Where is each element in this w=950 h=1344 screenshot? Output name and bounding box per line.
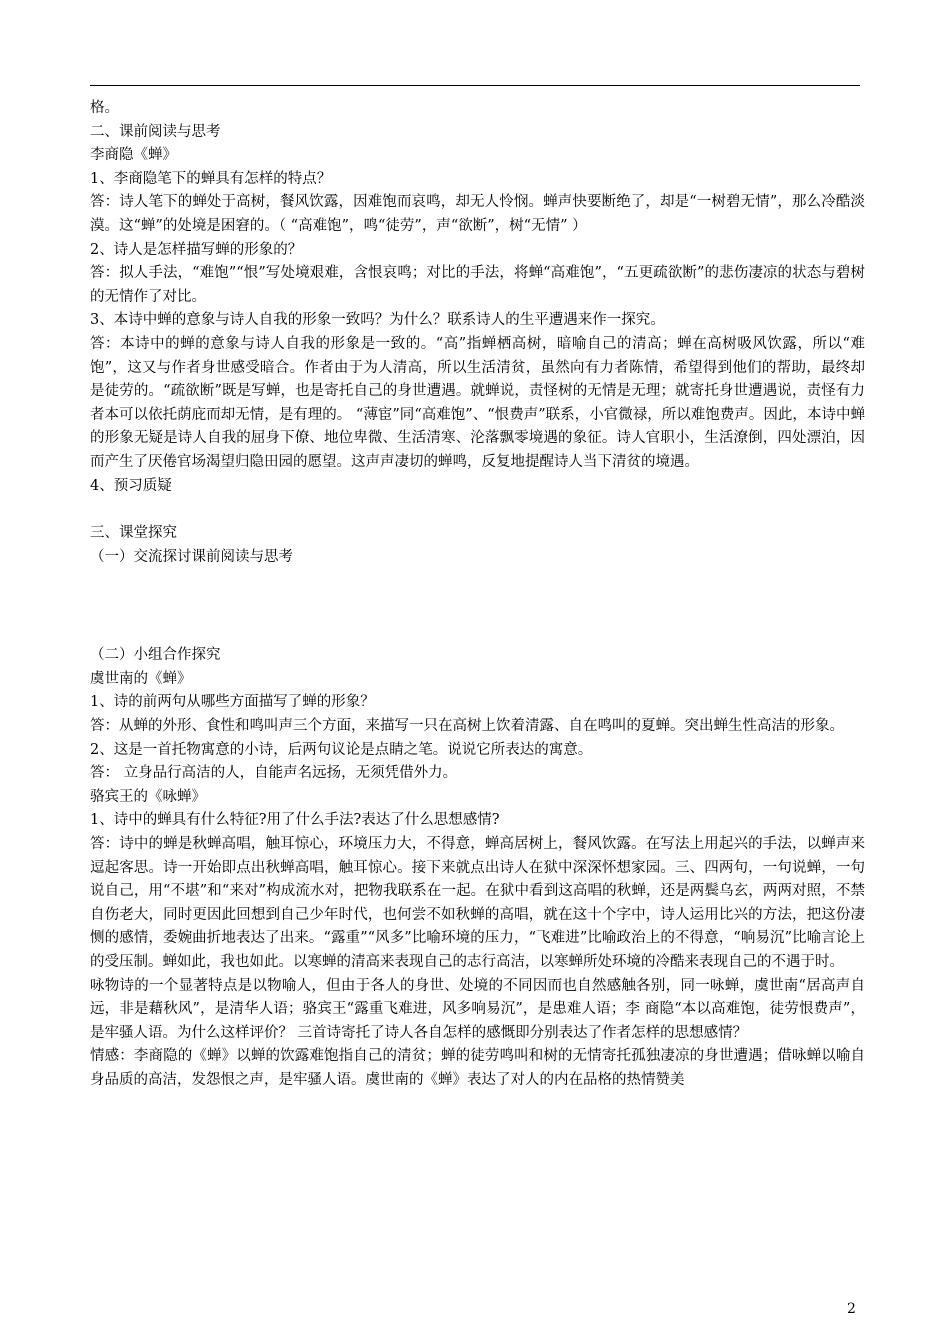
poem-title-yu-shinan: 虞世南的《蝉》	[90, 670, 192, 687]
document-body	[90, 97, 865, 1093]
question-4: 4、预习质疑	[90, 477, 172, 494]
poem-title-luo-binwang: 骆宾王的《咏蝉》	[90, 788, 206, 805]
page-number: 2	[847, 1301, 856, 1317]
question-yu-1: 1、诗的前两句从哪些方面描写了蝉的形象？	[90, 694, 375, 711]
answer-1: 答：诗人笔下的蝉处于高树，餐风饮露，因难饱而哀鸣，却无人怜悯。蝉声快要断绝了，却是“一树碧无情”，那么冷酷淡漠。这“蝉”的处境是困窘的。（ “高难饱”，鸣“徒劳”，声“欲断”，树“无情” ）	[90, 194, 865, 234]
paragraph-continuation: 格。	[90, 100, 119, 116]
section-heading-pre-reading: 二、课前阅读与思考	[90, 123, 221, 140]
subsection-heading-discussion: （一）交流探讨课前阅读与思考	[90, 548, 293, 565]
emotion-answer: 情感：李商隐的《蝉》以蝉的饮露难饱指自己的清贫；蝉的徒劳鸣叫和树的无情寄托孤独凄凉的身世遭遇；借咏蝉以喻自身品质的高洁，发怨恨之声，是牢骚人语。虞世南的《蝉》表达了对人的内在品格的热情赞美	[90, 1048, 865, 1088]
question-yu-2: 2、这是一首托物寓意的小诗，后两句议论是点睛之笔。说说它所表达的寓意。	[90, 741, 593, 758]
spacer	[90, 498, 865, 522]
question-2: 2、诗人是怎样描写蝉的形象的？	[90, 241, 303, 258]
poem-title-li-shangyin: 李商隐《蝉》	[90, 147, 177, 164]
subsection-heading-group-work: （二）小组合作探究	[90, 647, 221, 664]
answer-yu-1: 答：从蝉的外形、食性和鸣叫声三个方面，来描写一只在高树上饮着清露、自在鸣叫的夏蝉。突出蝉生性高洁的形象。	[90, 718, 844, 735]
question-1: 1、李商隐笔下的蝉具有怎样的特点？	[90, 170, 332, 187]
spacer	[90, 569, 865, 644]
answer-2: 答：拟人手法，“难饱”“恨”写处境艰难，含恨哀鸣；对比的手法，将蝉“高难饱”，“五更疏欲断”的悲伤凄凉的状态与碧树的无情作了对比。	[90, 265, 865, 305]
answer-3: 答：本诗中的蝉的意象与诗人自我的形象是一致的。“高”指蝉栖高树，暗喻自己的清高；蝉在高树吸风饮露，所以“难饱”，这又与作者身世感受暗合。作者由于为人清高，所以生活清贫，虽然向有力者陈情，希望得到他们的帮助，最终却是徒劳的。“疏欲断”既是写蝉，也是寄托自己的身世遭遇。就蝉说，责怪树的无情是无理；就寄托身世遭遇说，责怪有力者本可以依托荫庇而却无情，是有理的。 “薄宦”同“高难饱”、“恨费声”联系，小官微禄，所以难饱费声。因此，本诗中蝉的形象无疑是诗人自我的屈身下僚、地位卑微、生活清寒、沦落飘零境遇的象征。诗人官职小，生活潦倒，四处漂泊，因而产生了厌倦官场渴望归隐田园的愿望。这声声凄切的蝉鸣，反复地提醒诗人当下清贫的境遇。	[90, 335, 865, 470]
header-rule	[90, 85, 860, 86]
question-3: 3、本诗中蝉的意象与诗人自我的形象一致吗？为什么？联系诗人的生平遭遇来作一探究。	[90, 312, 665, 329]
question-luo-1: 1、诗中的蝉具有什么特征?用了什么手法?表达了什么思想感情?	[90, 812, 500, 829]
comparison-question: 咏物诗的一个显著特点是以物喻人，但由于各人的身世、处境的不同因而也自然感触各别，同一咏蝉，虞世南“居高声自远，非是藉秋风”，是清华人语；骆宾王“露重飞难进，风多响易沉”，是患难人语；李 商隐“本以高难饱，徒劳恨费声”，是牢骚人语。为什么这样评价？ 三首诗寄托了诗人各自怎样的感慨即分别表达了作者怎样的思想感情？	[90, 977, 865, 1041]
answer-luo-1: 答：诗中的蝉是秋蝉高唱，触耳惊心，环境压力大，不得意，蝉高居树上，餐风饮露。在写法上用起兴的手法，以蝉声来逗起客思。诗一开始即点出秋蝉高唱，触耳惊心。接下来就点出诗人在狱中深深怀想家园。三、四两句，一句说蝉，一句说自己，用“不堪”和“来对”构成流水对，把物我联系在一起。在狱中看到这高唱的秋蝉，还是两鬓乌玄，两两对照，不禁自伤老大，同时更因此回想到自己少年时代，也何尝不如秋蝉的高唱，就在这十个字中，诗人运用比兴的方法，把这份凄恻的感情，委婉曲折地表达了出来。“露重”“风多”比喻环境的压力，“飞难进”比喻政治上的不得意，“响易沉”比喻言论上的受压制。蝉如此，我也如此。以寒蝉的清高来表现自己的志行高洁，以寒蝉所处环境的冷酷来表现自己的不遇于时。	[90, 836, 865, 970]
section-heading-classroom: 三、课堂探究	[90, 525, 177, 542]
answer-yu-2: 答： 立身品行高洁的人，自能声名远扬，无须凭借外力。	[90, 765, 458, 782]
